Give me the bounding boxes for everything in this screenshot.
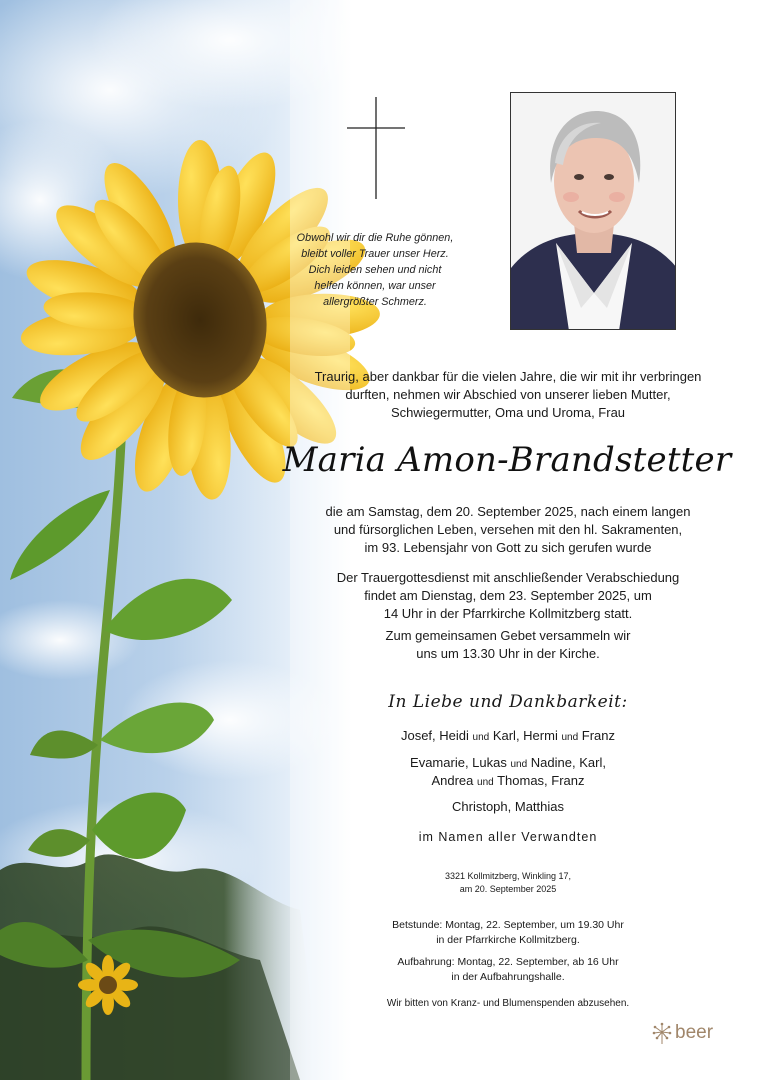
rosary-line: in der Pfarrkirche Kollmitzberg. [436, 934, 580, 946]
family-conjunction: und [561, 732, 579, 743]
family-line [268, 798, 748, 816]
family-names: Christoph, Matthias [452, 799, 564, 814]
family-conjunction: und [510, 759, 528, 770]
death-notice [268, 503, 748, 557]
family-line [268, 772, 748, 792]
poem-line: allergrößter Schmerz. [323, 296, 427, 308]
intro-line: Traurig, aber dankbar für die vielen Jahre, die wir mit ihr verbringen [314, 369, 702, 384]
address-line: am 20. September 2025 [459, 884, 557, 894]
rosary-notice [268, 918, 748, 948]
death-line: im 93. Lebensjahr von Gott zu sich gerufen wurde [364, 540, 652, 555]
family-names: Josef, Heidi [400, 728, 469, 743]
family-line [268, 754, 748, 774]
family-conjunction: und [477, 777, 494, 788]
intro-text [268, 368, 748, 422]
dandelion-icon [652, 1022, 672, 1044]
family-names: Nadine, Karl, [530, 755, 606, 770]
death-line: und fürsorglichen Leben, versehen mit den hl. Sakramenten, [333, 522, 683, 537]
service-line: 14 Uhr in der Pfarrkirche Kollmitzberg statt. [383, 606, 633, 621]
rosary-line: Betstunde: Montag, 22. September, um 19.30 Uhr [392, 919, 624, 931]
memorial-poem [270, 230, 480, 310]
portrait-photo [510, 92, 676, 330]
address [268, 870, 748, 896]
family-conjunction: und [472, 732, 490, 743]
cross-icon [347, 97, 405, 199]
family-names: Karl, Hermi [492, 728, 558, 743]
thanks-heading: In Liebe und Dankbarkeit: [388, 692, 628, 712]
relatives-note: im Namen aller Verwandten [418, 830, 598, 844]
prayer-notice [268, 627, 748, 663]
death-line: die am Samstag, dem 20. September 2025, nach einem langen [325, 504, 691, 519]
laying-out-line: in der Aufbahrungshalle. [451, 971, 565, 983]
family-names: Evamarie, Lukas [410, 755, 507, 770]
donation-request: Wir bitten von Kranz- und Blumenspenden abzusehen. [386, 998, 630, 1009]
funeral-service [268, 569, 748, 623]
deceased-name: Maria Amon-Brandstetter [282, 440, 732, 480]
intro-line: durften, nehmen wir Abschied von unserer lieben Mutter, [345, 387, 671, 402]
family-names: Franz [581, 728, 616, 743]
poem-line: Obwohl wir dir die Ruhe gönnen, [296, 232, 454, 244]
laying-out-notice [268, 955, 748, 985]
service-line: Der Trauergottesdienst mit anschließender Verabschiedung [336, 570, 680, 585]
laying-out-line: Aufbahrung: Montag, 22. September, ab 16 Uhr [397, 956, 619, 968]
family-line [268, 727, 748, 747]
family-names: Thomas, Franz [497, 773, 585, 788]
intro-line: Schwiegermutter, Oma und Uroma, Frau [390, 405, 626, 420]
logo-text: beer [675, 1022, 714, 1043]
prayer-line: uns um 13.30 Uhr in der Kirche. [416, 646, 600, 661]
service-line: findet am Dienstag, dem 23. September 2025, um [364, 588, 652, 603]
funeral-home-logo [652, 1020, 732, 1046]
poem-line: helfen können, war unser [314, 280, 436, 292]
address-line: 3321 Kollmitzberg, Winkling 17, [444, 871, 572, 881]
poem-line: bleibt voller Trauer unser Herz. [301, 248, 449, 260]
poem-line: Dich leiden sehen und nicht [308, 264, 442, 276]
family-names: Andrea [431, 773, 474, 788]
prayer-line: Zum gemeinsamen Gebet versammeln wir [385, 628, 631, 643]
